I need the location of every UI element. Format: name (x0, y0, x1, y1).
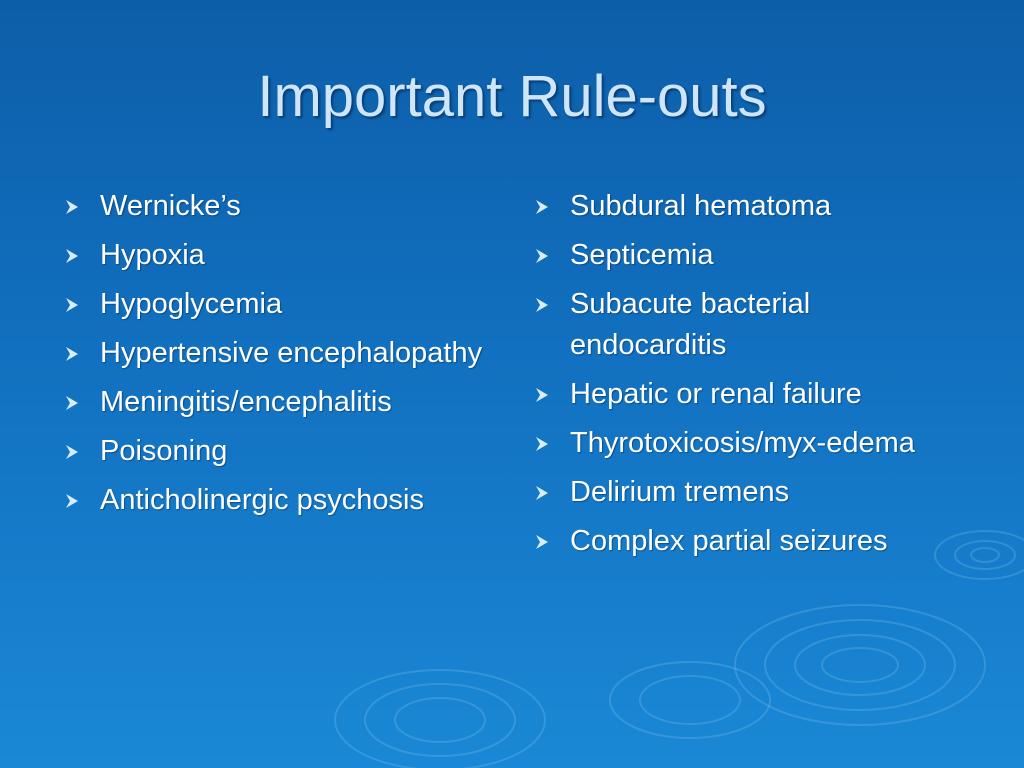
list-item-text: Hepatic or renal failure (570, 378, 862, 410)
list-item-text: Hypoxia (100, 239, 205, 271)
right-bullet-list (532, 186, 972, 570)
arrowhead-bullet-icon (534, 534, 550, 550)
list-item (532, 521, 972, 562)
arrowhead-bullet-icon (64, 346, 80, 362)
arrowhead-bullet-icon (64, 248, 80, 264)
arrowhead-bullet-icon (534, 436, 550, 452)
list-item (532, 235, 972, 276)
list-item-text: Delirium tremens (570, 476, 790, 508)
list-item-text: Septicemia (570, 239, 714, 271)
list-item-text: Hypertensive encephalopathy (100, 337, 483, 369)
list-item (532, 374, 972, 415)
list-item-text: Hypoglycemia (100, 288, 283, 320)
arrowhead-bullet-icon (534, 199, 550, 215)
list-item-text: Wernicke’s (100, 190, 241, 222)
arrowhead-bullet-icon (534, 387, 550, 403)
arrowhead-bullet-icon (534, 248, 550, 264)
list-item (62, 333, 492, 374)
arrowhead-bullet-icon (64, 493, 80, 509)
list-item-text: Subdural hematoma (570, 190, 832, 222)
arrowhead-bullet-icon (64, 444, 80, 460)
list-item (62, 431, 492, 472)
list-item (62, 186, 492, 227)
left-bullet-list (62, 186, 492, 529)
arrowhead-bullet-icon (64, 199, 80, 215)
list-item-text: Complex partial seizures (570, 525, 888, 557)
arrowhead-bullet-icon (64, 297, 80, 313)
arrowhead-bullet-icon (534, 485, 550, 501)
list-item-text: Subacute bacterial endocarditis (570, 288, 811, 361)
list-item-text: Poisoning (100, 435, 228, 467)
list-item (62, 480, 492, 521)
list-item (532, 186, 972, 227)
list-item-text: Thyrotoxicosis/myx-edema (570, 427, 915, 459)
list-item (62, 235, 492, 276)
list-item (532, 423, 972, 464)
slide-title: Important Rule-outs (257, 64, 767, 129)
list-item (62, 284, 492, 325)
list-item-text: Anticholinergic psychosis (100, 484, 424, 516)
arrowhead-bullet-icon (64, 395, 80, 411)
list-item (532, 472, 972, 513)
list-item-text: Meningitis/encephalitis (100, 386, 392, 418)
list-item (532, 284, 972, 366)
arrowhead-bullet-icon (534, 297, 550, 313)
list-item (62, 382, 492, 423)
